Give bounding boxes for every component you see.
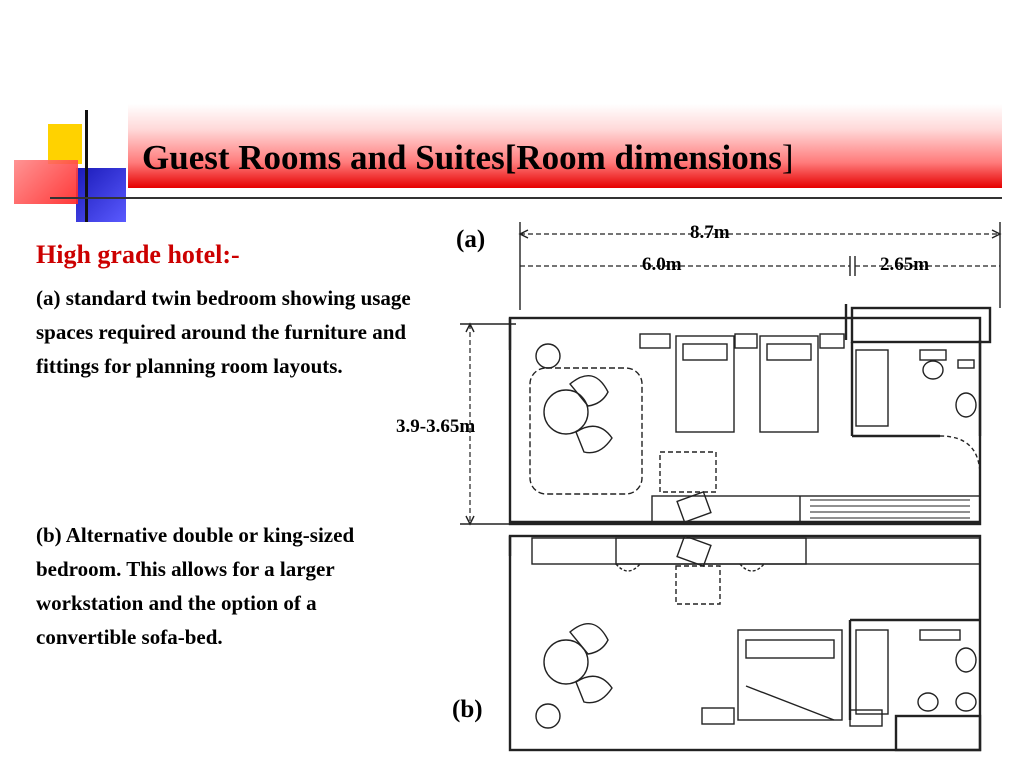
- page-title-text: Guest Rooms and Suites[Room dimensions: [142, 138, 782, 177]
- floor-plan-diagram: [380, 200, 1020, 768]
- plan-label-a: (a): [456, 226, 486, 253]
- dim-depth-label: 3.9-3.65m: [396, 416, 476, 437]
- dim-total-label: 8.7m: [690, 222, 730, 243]
- description-a: (a) standard twin bedroom showing usage spaces required around the furniture and fittings for planning room layouts.: [36, 286, 411, 378]
- room-a-furniture: [530, 334, 980, 522]
- room-b-furniture: [532, 536, 980, 728]
- dim-bath-label: 2.65m: [880, 254, 930, 275]
- plan-label-b: (b): [452, 696, 483, 723]
- page-title: [142, 138, 793, 178]
- deco-horizontal-line: [50, 197, 1002, 199]
- room-a-walls: [510, 304, 990, 524]
- page-title-bracket: ]: [781, 138, 794, 177]
- dim-room-label: 6.0m: [642, 254, 682, 275]
- dimension-lines: [470, 234, 1000, 524]
- deco-vertical-line: [85, 110, 88, 222]
- subtitle: High grade hotel:-: [36, 240, 240, 269]
- deco-yellow-square: [48, 124, 82, 164]
- deco-blue-square: [76, 168, 126, 222]
- description-b: (b) Alternative double or king-sized bedroom. This allows for a larger workstation and the option of a convertible sofa-bed.: [36, 523, 355, 649]
